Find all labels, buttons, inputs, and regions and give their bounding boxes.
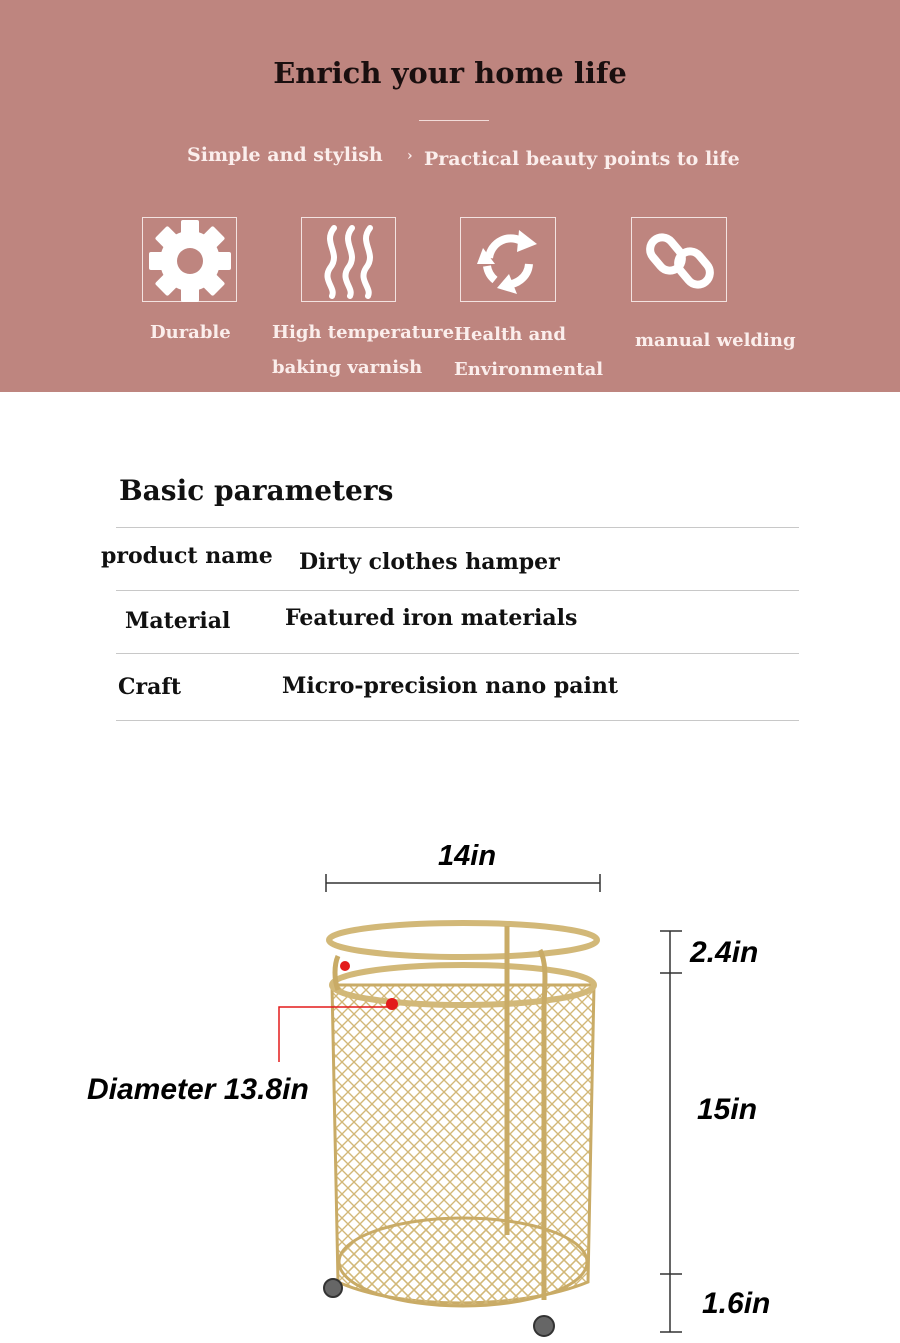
body-height-label: 15in	[697, 1093, 758, 1126]
height-dimension-line	[660, 931, 682, 1332]
feature-label-welding: manual welding	[635, 330, 796, 351]
param-label-product-name: product name	[101, 543, 273, 569]
top-height-label: 2.4in	[690, 936, 759, 969]
param-label-material: Material	[125, 608, 231, 634]
table-divider	[116, 590, 799, 591]
table-divider	[116, 653, 799, 654]
bottom-height-label: 1.6in	[702, 1287, 771, 1320]
gear-icon	[142, 217, 237, 302]
heat-waves-icon	[301, 217, 396, 302]
width-label: 14in	[438, 840, 497, 872]
subtitle-separator: ›	[407, 148, 413, 164]
feature-banner	[0, 0, 900, 392]
params-title: Basic parameters	[119, 474, 394, 507]
diameter-label: Diameter 13.8in	[87, 1073, 309, 1106]
param-label-craft: Craft	[118, 674, 181, 700]
subtitle-right: Practical beauty points to life	[424, 148, 740, 170]
table-divider	[116, 720, 799, 721]
title-divider	[419, 120, 489, 121]
banner-title: Enrich your home life	[273, 56, 627, 90]
recycle-icon	[460, 217, 556, 302]
feature-label-durable: Durable	[150, 322, 231, 343]
table-divider	[116, 527, 799, 528]
width-dimension-line	[326, 874, 600, 892]
subtitle-left: Simple and stylish	[187, 144, 383, 166]
feature-label-health: Health and	[454, 324, 566, 345]
feature-label-high-temp: High temperature	[272, 322, 455, 343]
param-value-craft: Micro-precision nano paint	[282, 673, 619, 699]
param-value-material: Featured iron materials	[285, 605, 578, 631]
param-value-product-name: Dirty clothes hamper	[299, 549, 560, 575]
chain-link-icon	[631, 217, 727, 302]
feature-label-health-2: Environmental	[454, 359, 604, 380]
hamper-illustration	[324, 923, 597, 1336]
feature-label-high-temp-2: baking varnish	[272, 357, 423, 378]
